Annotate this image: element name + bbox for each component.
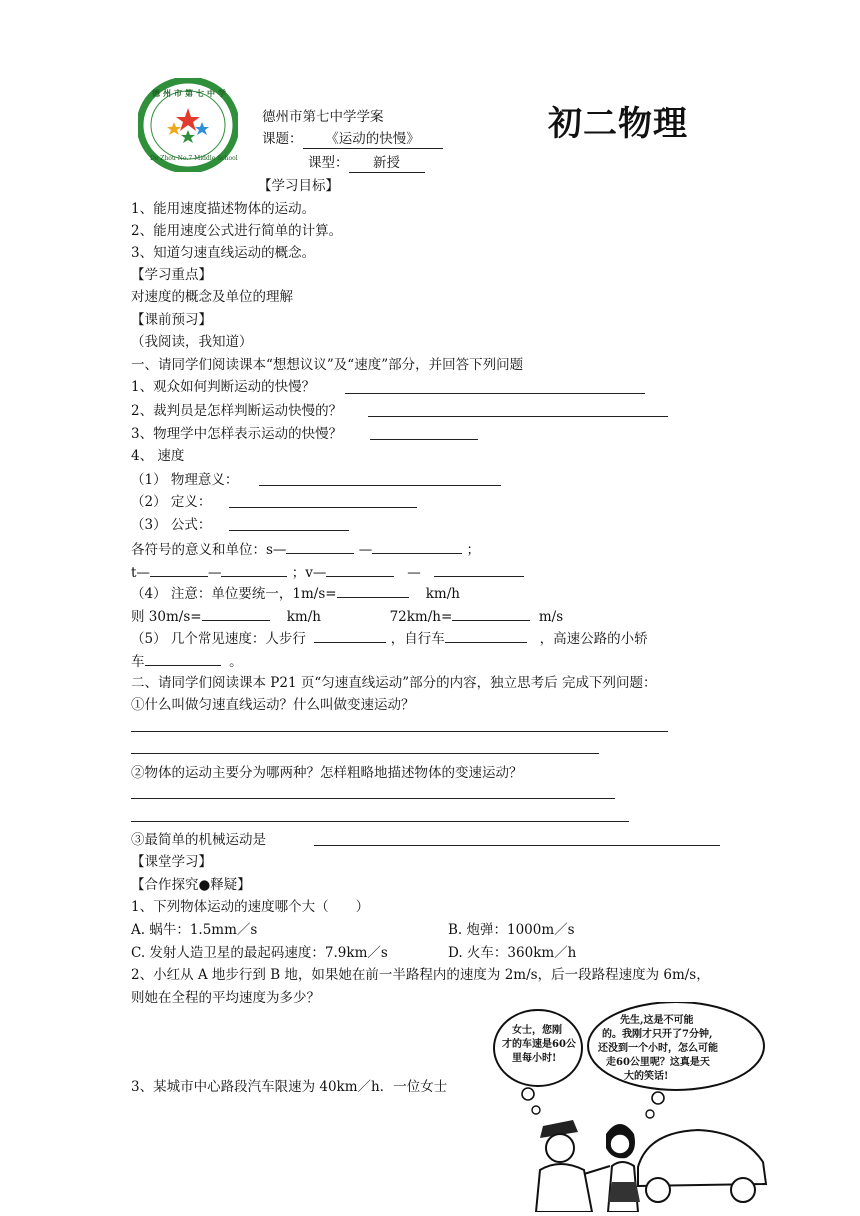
answer-line[interactable] [368,416,668,417]
question-4-4 [131,583,460,603]
answer-blank[interactable] [145,651,221,666]
logo-ring-text-en: De Zhou No.7 Middle School [150,155,238,162]
problem-3: 3、某城市中心路段汽车限速为 40km／h．一位女士 [131,1079,448,1095]
question-4-2: （2） 定义： [131,494,212,510]
unit-kmh: km/h [425,586,460,602]
answer-line[interactable] [314,845,720,846]
bubble-right-line: 还没到一个小时，怎么可能 [598,1043,718,1054]
bubble-right-line: 走60公里呢？这真是天 [606,1057,710,1068]
answer-line[interactable] [229,507,417,508]
dash: — [358,542,373,558]
answer-line[interactable] [370,439,478,440]
highway-label: ，高速公路的小轿 [539,631,648,647]
logo-ring-text: 德州市第七中学 [152,88,229,98]
unit-kmh: km/h [286,609,321,625]
answer-blank[interactable] [221,562,287,577]
part2-instruction: 二、请同学们阅读课本 P21 页“匀速直线运动”部分的内容，独立思考后 完成下列问题： [131,675,657,691]
question-c2: ②物体的运动主要分为哪两种？怎样粗略地描述物体的变速运动？ [131,765,523,781]
question-3: 3、物理学中怎样表示运动的快慢？ [131,426,343,442]
symbols-line [131,539,480,559]
topic-line [262,130,443,149]
unit-note: （4） 注意：单位要统一，1m/s= [131,586,337,602]
type-value: 新授 [349,154,425,173]
bubble-right-line: 的。我刚才只开了7分钟, [602,1029,713,1040]
goals-heading: 【学习目标】 [258,178,339,194]
answer-blank[interactable] [337,583,409,598]
goal-item: 3、知道匀速直线运动的概念。 [131,245,316,261]
answer-blank[interactable] [326,562,394,577]
answer-blank[interactable] [452,606,530,621]
question-4-1: （1） 物理意义： [131,472,239,488]
answer-line[interactable] [131,753,599,754]
question-4-5 [131,628,648,648]
question-2: 2、裁判员是怎样判断运动快慢的？ [131,403,343,419]
focus-heading: 【学习重点】 [131,267,212,283]
t-label: t— [131,565,150,581]
answer-blank[interactable] [314,628,386,643]
goal-item: 2、能用速度公式进行简单的计算。 [131,223,343,239]
v-label: ；v— [291,565,327,581]
dash: — [207,565,222,581]
type-line [308,154,425,173]
symbols-label: 各符号的意义和单位：s— [131,542,287,558]
walk-label: （5） 几个常见速度：人步行 [131,631,306,647]
conv-mid: 72km/h= [389,609,453,625]
bubble-left-line: 才的车速是60公 [502,1039,576,1050]
topic-label: 课题： [262,131,303,147]
question-1: 1、观众如何判断运动的快慢？ [131,379,316,395]
bubble-left-line: 里每小时! [512,1053,557,1064]
conversion-line [131,606,563,626]
problem-2-line2: 则她在全程的平均速度为多少？ [131,990,320,1006]
preview-heading: 【课前预习】 [131,312,212,328]
type-label: 课型： [308,155,349,171]
car-label: 车 [131,654,145,670]
answer-line[interactable] [131,798,615,799]
cartoon-illustration [488,1002,772,1212]
semicolon: ； [466,542,481,558]
goal-item: 1、能用速度描述物体的运动。 [131,201,316,217]
preview-sub: （我阅读，我知道） [131,334,253,350]
answer-blank[interactable] [434,562,524,577]
problem-1: 1、下列物体运动的速度哪个大（ ） [131,899,370,915]
part1-instruction: 一、请同学们阅读课本“想想议议”及“速度”部分，并回答下列问题 [131,357,524,373]
question-c3: ③最简单的机械运动是 [131,832,266,848]
school-name: 德州市第七中学学案 [262,109,384,125]
topic-value: 《运动的快慢》 [303,130,443,149]
bubble-right-line: 先生,这是不可能 [620,1015,694,1026]
unit-ms: m/s [538,609,564,625]
answer-blank[interactable] [202,606,270,621]
problem-2-line1: 2、小红从 A 地步行到 B 地，如果她在前一半路程内的速度为 2m/s，后一段路程速度为 6m/s， [131,967,710,983]
answer-line[interactable] [229,530,349,531]
answer-blank[interactable] [372,539,462,554]
option-a: A. 蜗牛：1.5mm／s [131,922,258,938]
option-d: D. 火车：360km／h [448,945,577,961]
t-v-line [131,562,524,582]
classroom-heading: 【课堂学习】 [131,854,212,870]
focus-text: 对速度的概念及单位的理解 [131,289,293,305]
bubble-left-line: 女士，您刚 [512,1025,562,1036]
answer-line[interactable] [131,821,629,822]
option-b: B. 炮弹：1000m／s [448,922,575,938]
question-4-3: （3） 公式： [131,517,212,533]
question-4-5-cont [131,651,243,671]
question-c1: ①什么叫做匀速直线运动？什么叫做变速运动？ [131,697,415,713]
bubble-right-line: 大的笑话! [624,1071,669,1082]
answer-blank[interactable] [150,562,208,577]
answer-blank[interactable] [445,628,527,643]
question-4: 4、 速度 [131,448,185,464]
option-c: C. 发射人造卫星的最起码速度：7.9km／s [131,945,388,961]
answer-line[interactable] [345,393,645,394]
subject-title: 初二物理 [548,104,688,144]
conv-label: 则 30m/s= [131,609,202,625]
bike-label: ，自行车 [390,631,445,647]
answer-blank[interactable] [286,539,354,554]
answer-line[interactable] [131,731,668,732]
answer-line[interactable] [259,485,501,486]
classroom-sub: 【合作探究●释疑】 [131,877,251,893]
end-dot: 。 [229,654,243,670]
dash: — [407,565,421,581]
